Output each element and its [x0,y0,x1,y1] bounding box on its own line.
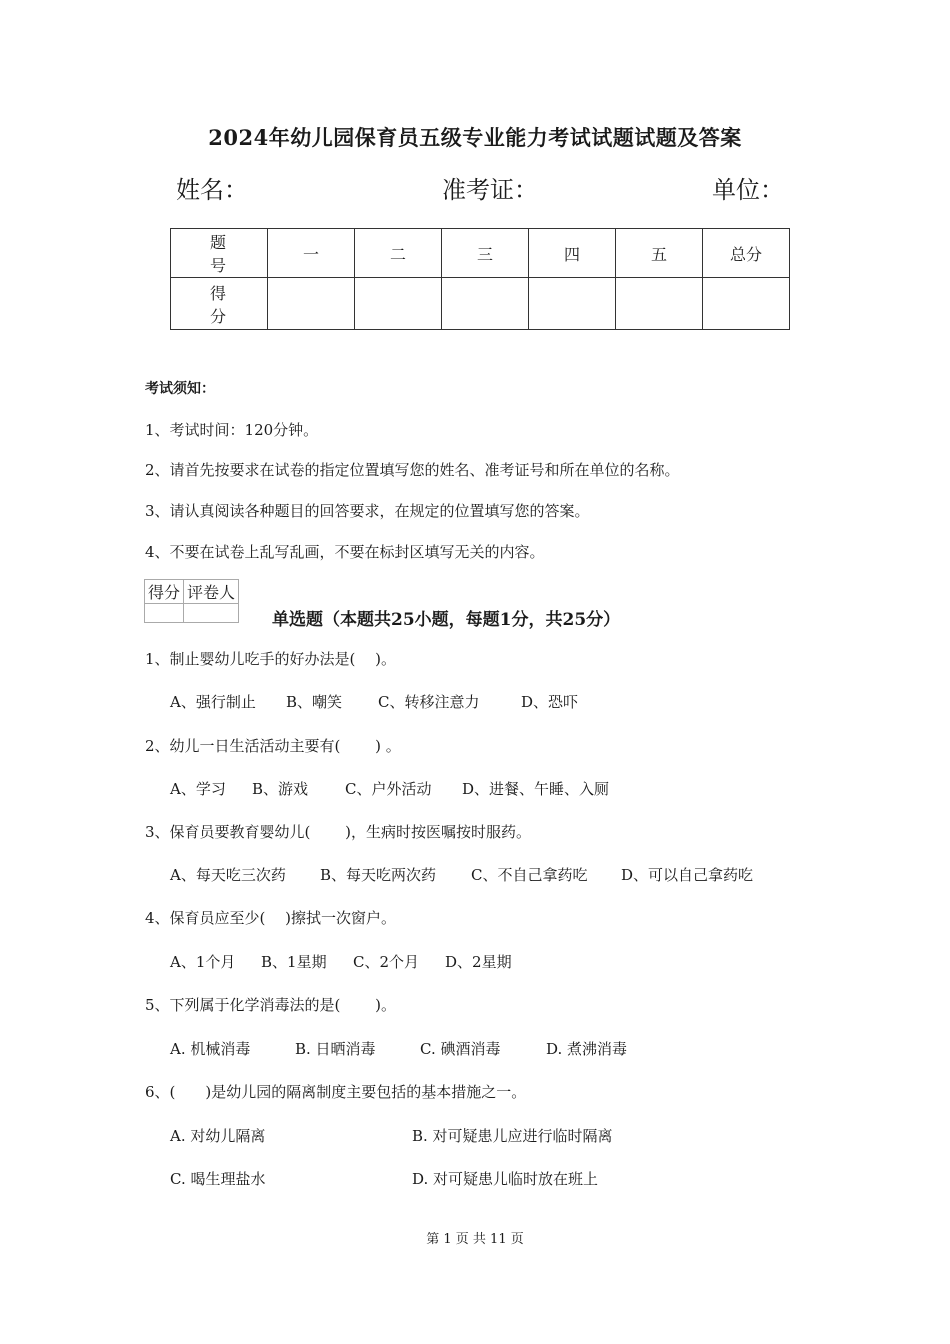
option: C. 碘酒消毒 [420,1040,501,1058]
score-cell[interactable] [529,278,616,330]
page-footer: 第 1 页 共 11 页 [426,1232,524,1247]
grader-reviewer-label: 评卷人 [184,580,239,604]
option: A、每天吃三次药 [170,866,286,884]
option: C、2个月 [353,953,420,971]
option: B、游戏 [252,780,309,798]
score-table [170,228,790,330]
score-cell[interactable] [703,278,790,330]
document-title: 2024年幼儿园保育员五级专业能力考试试题试题及答案 [208,125,742,150]
score-table-header-cell: 二 [355,229,442,278]
question-2: 2、幼儿一日生活活动主要有( ) 。 [145,737,401,755]
option: D、可以自己拿药吃 [621,866,754,884]
score-table-score-row [171,278,790,330]
notice-heading: 考试须知： [145,381,215,397]
question-4: 4、保育员应至少( )擦拭一次窗户。 [145,909,397,927]
option: C、户外活动 [345,780,432,798]
option: A、强行制止 [170,693,256,711]
option: A. 对幼儿隔离 [170,1127,266,1145]
score-table-header-cell: 四 [529,229,616,278]
notice-item: 3、请认真阅读各种题目的回答要求，在规定的位置填写您的答案。 [145,502,590,520]
grader-score-label: 得分 [145,580,184,604]
score-table-header-cell: 五 [616,229,703,278]
section-title: 单选题（本题共25小题，每题1分，共25分） [272,610,621,630]
option: B、嘲笑 [286,693,343,711]
question-6: 6、( )是幼儿园的隔离制度主要包括的基本措施之一。 [145,1083,527,1101]
option: A、学习 [170,780,226,798]
question-3: 3、保育员要教育婴幼儿( )，生病时按医嘱按时服药。 [145,823,532,841]
score-table-header-label: 题 号 [171,229,268,278]
unit-label: 单位： [712,176,784,204]
exam-number-label: 准考证： [442,176,538,204]
score-cell[interactable] [616,278,703,330]
score-table-header-cell: 总分 [703,229,790,278]
notice-item: 4、不要在试卷上乱写乱画，不要在标封区填写无关的内容。 [145,543,545,561]
grader-score-cell[interactable] [145,604,184,623]
question-5: 5、下列属于化学消毒法的是( )。 [145,996,397,1014]
option: D. 对可疑患儿临时放在班上 [412,1170,599,1188]
option: D、进餐、午睡、入厕 [462,780,610,798]
name-label: 姓名： [176,176,248,204]
option: B、1星期 [261,953,327,971]
score-cell[interactable] [442,278,529,330]
option: D、2星期 [445,953,512,971]
option: C、不自己拿药吃 [471,866,588,884]
question-1: 1、制止婴幼儿吃手的好办法是( )。 [145,650,397,668]
option: C. 喝生理盐水 [170,1170,266,1188]
option: D、恐吓 [521,693,579,711]
score-table-header-cell: 三 [442,229,529,278]
option: A、1个月 [170,953,236,971]
option: D. 煮沸消毒 [546,1040,628,1058]
option: B. 对可疑患儿应进行临时隔离 [412,1127,613,1145]
option: C、转移注意力 [378,693,480,711]
option: B. 日晒消毒 [295,1040,376,1058]
option: B、每天吃两次药 [320,866,437,884]
score-table-score-label: 得 分 [171,278,268,330]
option: A. 机械消毒 [170,1040,251,1058]
grader-reviewer-cell[interactable] [184,604,239,623]
notice-item: 2、请首先按要求在试卷的指定位置填写您的姓名、准考证号和所在单位的名称。 [145,461,680,479]
score-cell[interactable] [355,278,442,330]
score-table-header-row [171,229,790,278]
notice-item: 1、考试时间：120分钟。 [145,421,319,439]
score-table-header-cell: 一 [268,229,355,278]
grader-box [144,579,239,623]
